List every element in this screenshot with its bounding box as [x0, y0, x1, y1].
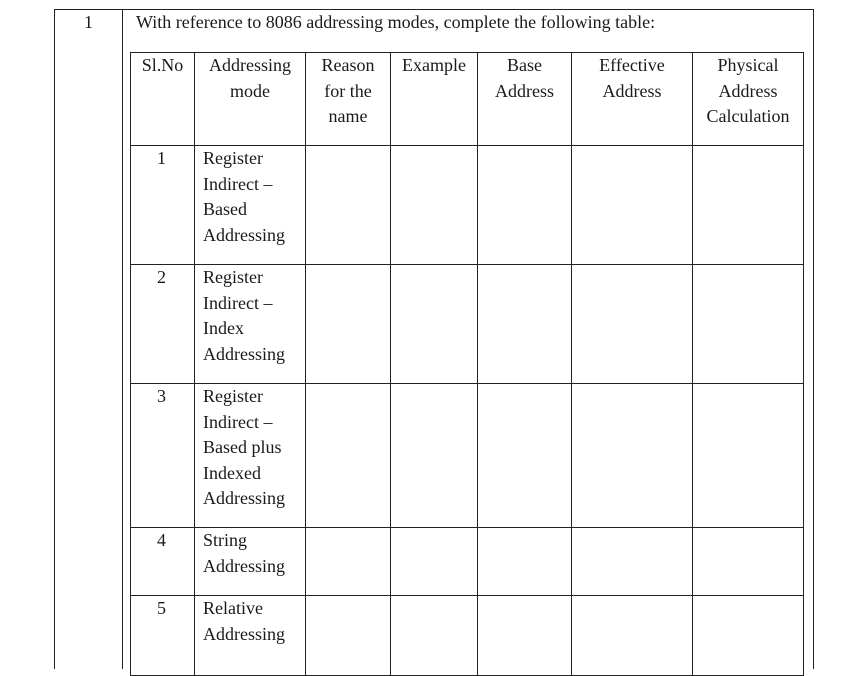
addressing-mode-cell	[195, 146, 306, 265]
addressing-mode-cell	[195, 528, 306, 596]
header-base-address	[478, 53, 572, 146]
addressing-mode-cell	[195, 384, 306, 528]
header-line: mode	[230, 80, 270, 101]
outer-table-column-divider	[122, 9, 123, 669]
reason-cell[interactable]	[306, 146, 391, 265]
effective-address-cell[interactable]	[572, 146, 693, 265]
effective-address-cell[interactable]	[572, 384, 693, 528]
example-cell[interactable]	[391, 384, 478, 528]
base-address-cell[interactable]	[478, 596, 572, 676]
reason-cell[interactable]	[306, 384, 391, 528]
outer-table-top-border	[54, 9, 814, 10]
mode-line: String	[203, 530, 248, 550]
physical-address-cell[interactable]	[693, 265, 804, 384]
mode-line: Relative	[203, 598, 263, 618]
base-address-cell[interactable]	[478, 265, 572, 384]
header-line: Base	[507, 55, 542, 75]
question-text: With reference to 8086 addressing modes, complete the following table:	[136, 12, 656, 32]
physical-address-cell[interactable]	[693, 146, 804, 265]
example-cell[interactable]	[391, 528, 478, 596]
physical-address-cell[interactable]	[693, 596, 804, 676]
mode-line: Based	[203, 199, 247, 219]
addressing-mode-cell	[195, 265, 306, 384]
sl-no-cell: 4	[131, 528, 195, 596]
table-row	[131, 146, 804, 265]
base-address-cell[interactable]	[478, 528, 572, 596]
table-row	[131, 528, 804, 596]
header-line: Address	[495, 80, 554, 101]
mode-line: Addressing	[203, 623, 285, 644]
table-row	[131, 596, 804, 676]
effective-address-cell[interactable]	[572, 528, 693, 596]
table-row	[131, 384, 804, 528]
table-header-row	[131, 53, 804, 146]
base-address-cell[interactable]	[478, 384, 572, 528]
header-line: Reason	[321, 55, 375, 75]
header-line: Address	[602, 80, 662, 101]
mode-line: Indirect –	[203, 292, 273, 313]
header-line: Address	[718, 80, 778, 101]
reason-cell[interactable]	[306, 528, 391, 596]
mode-line: Indirect –	[203, 411, 273, 432]
sl-no-cell: 3	[131, 384, 195, 528]
question-number: 1	[84, 12, 93, 32]
mode-line: Register	[203, 148, 263, 168]
header-addressing-mode	[195, 53, 306, 146]
mode-line: Addressing	[203, 488, 285, 508]
sl-no-cell: 2	[131, 265, 195, 384]
header-line: Example	[402, 55, 466, 75]
header-line: name	[328, 106, 368, 126]
mode-line: Addressing	[203, 224, 285, 245]
physical-address-cell[interactable]	[693, 528, 804, 596]
mode-line: Addressing	[203, 555, 285, 576]
physical-address-cell[interactable]	[693, 384, 804, 528]
header-example	[391, 53, 478, 146]
header-sl-no	[131, 53, 195, 146]
effective-address-cell[interactable]	[572, 596, 693, 676]
header-line: Calculation	[706, 106, 790, 126]
mode-line: Register	[203, 267, 263, 287]
header-effective-address	[572, 53, 693, 146]
mode-line: Addressing	[203, 343, 285, 364]
addressing-mode-cell	[195, 596, 306, 676]
example-cell[interactable]	[391, 146, 478, 265]
mode-line: Indirect –	[203, 173, 273, 194]
header-line: Physical	[717, 55, 779, 75]
header-line: Sl.No	[141, 55, 184, 75]
effective-address-cell[interactable]	[572, 265, 693, 384]
header-reason	[306, 53, 391, 146]
header-line: for the	[324, 80, 372, 101]
mode-line: Based plus	[203, 437, 282, 457]
base-address-cell[interactable]	[478, 146, 572, 265]
sl-no-cell: 1	[131, 146, 195, 265]
outer-table-left-border	[54, 9, 55, 669]
reason-cell[interactable]	[306, 265, 391, 384]
outer-table-right-border	[813, 9, 814, 669]
example-cell[interactable]	[391, 596, 478, 676]
reason-cell[interactable]	[306, 596, 391, 676]
mode-line: Indexed	[203, 462, 261, 483]
example-cell[interactable]	[391, 265, 478, 384]
mode-line: Register	[203, 386, 263, 406]
mode-line: Index	[203, 318, 244, 338]
sl-no-cell: 5	[131, 596, 195, 676]
header-line: Effective	[599, 55, 665, 75]
table-row	[131, 265, 804, 384]
header-line: Addressing	[209, 55, 291, 75]
header-physical-address	[693, 53, 804, 146]
addressing-modes-table	[130, 52, 804, 676]
